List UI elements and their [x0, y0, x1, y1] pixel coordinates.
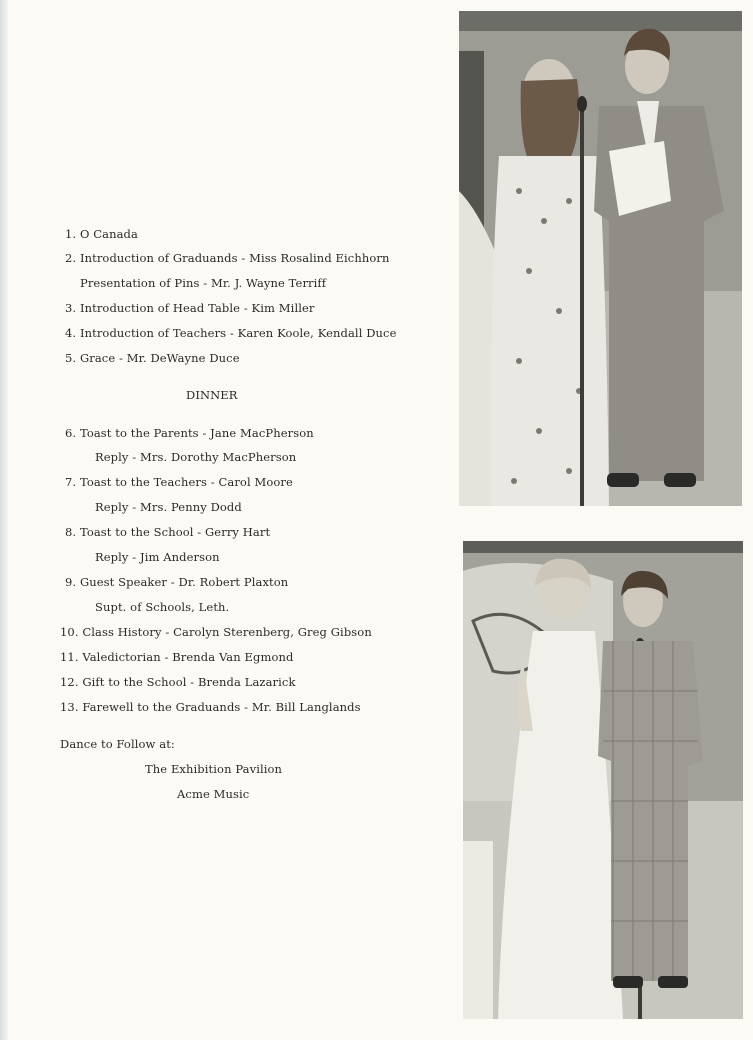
item-number: 2. [65, 251, 77, 265]
item-number: 9. [65, 575, 77, 589]
item-number: 1. [65, 227, 77, 241]
program-speaker-title [95, 600, 229, 614]
item-number: 8. [65, 525, 77, 539]
program-item-7 [65, 475, 293, 489]
item-text: Guest Speaker - Dr. Robert Plaxton [79, 575, 289, 589]
item-text: Toast to the School - Gerry Hart [79, 525, 271, 539]
program-item-9 [65, 575, 288, 589]
program-item-3 [65, 301, 315, 315]
item-text: Introduction of Head Table - Kim Miller [79, 301, 315, 315]
program-item-2 [65, 251, 390, 265]
item-text: Supt. of Schools, Leth. [95, 600, 230, 614]
item-text: Farewell to the Graduands - Mr. Bill Langlands [82, 700, 361, 714]
program-item-4 [65, 326, 397, 340]
item-number: 5. [65, 351, 77, 365]
program-item-10 [60, 625, 372, 639]
item-number: 3. [65, 301, 77, 315]
item-text: Toast to the Parents - Jane MacPherson [79, 426, 314, 440]
program-item-5 [65, 351, 240, 365]
program-reply-parents [95, 450, 296, 464]
item-text: Toast to the Teachers - Carol Moore [79, 475, 293, 489]
item-text: Presentation of Pins - Mr. J. Wayne Terriff [80, 276, 327, 290]
dance-venue: The Exhibition Pavilion [145, 762, 283, 776]
item-text: Grace - Mr. DeWayne Duce [79, 351, 240, 365]
program-subitem-pins [80, 276, 326, 290]
item-number: 6. [65, 426, 77, 440]
item-text: Valedictorian - Brenda Van Egmond [82, 650, 294, 664]
program-item-12 [60, 675, 296, 689]
dinner-heading [186, 388, 238, 402]
photo-speakers-top [459, 11, 742, 506]
program-item-11 [60, 650, 293, 664]
program-item-1 [65, 227, 138, 241]
dance-heading: Dance to Follow at: [60, 737, 175, 751]
program-item-13 [60, 700, 361, 714]
item-text: Gift to the School - Brenda Lazarick [82, 675, 296, 689]
program-reply-school [95, 550, 220, 564]
item-text: Introduction of Graduands - Miss Rosalind Eichhorn [79, 251, 390, 265]
program-reply-teachers [95, 500, 242, 514]
photo-speakers-bottom [463, 541, 743, 1019]
item-number: 13. [60, 700, 79, 714]
item-text: Reply - Mrs. Dorothy MacPherson [95, 450, 297, 464]
item-text: O Canada [79, 227, 138, 241]
program-item-6 [65, 426, 314, 440]
item-text: Class History - Carolyn Sterenberg, Greg Gibson [82, 625, 372, 639]
item-number: 7. [65, 475, 77, 489]
item-number: 11. [60, 650, 79, 664]
item-number: 4. [65, 326, 77, 340]
item-text: Reply - Jim Anderson [95, 550, 220, 564]
item-number: 10. [60, 625, 79, 639]
item-text: Reply - Mrs. Penny Dodd [95, 500, 242, 514]
program-item-8 [65, 525, 270, 539]
item-text: DINNER [186, 388, 238, 402]
dance-music: Acme Music [177, 787, 250, 801]
item-number: 12. [60, 675, 79, 689]
item-text: Introduction of Teachers - Karen Koole, Kendall Duce [79, 326, 397, 340]
